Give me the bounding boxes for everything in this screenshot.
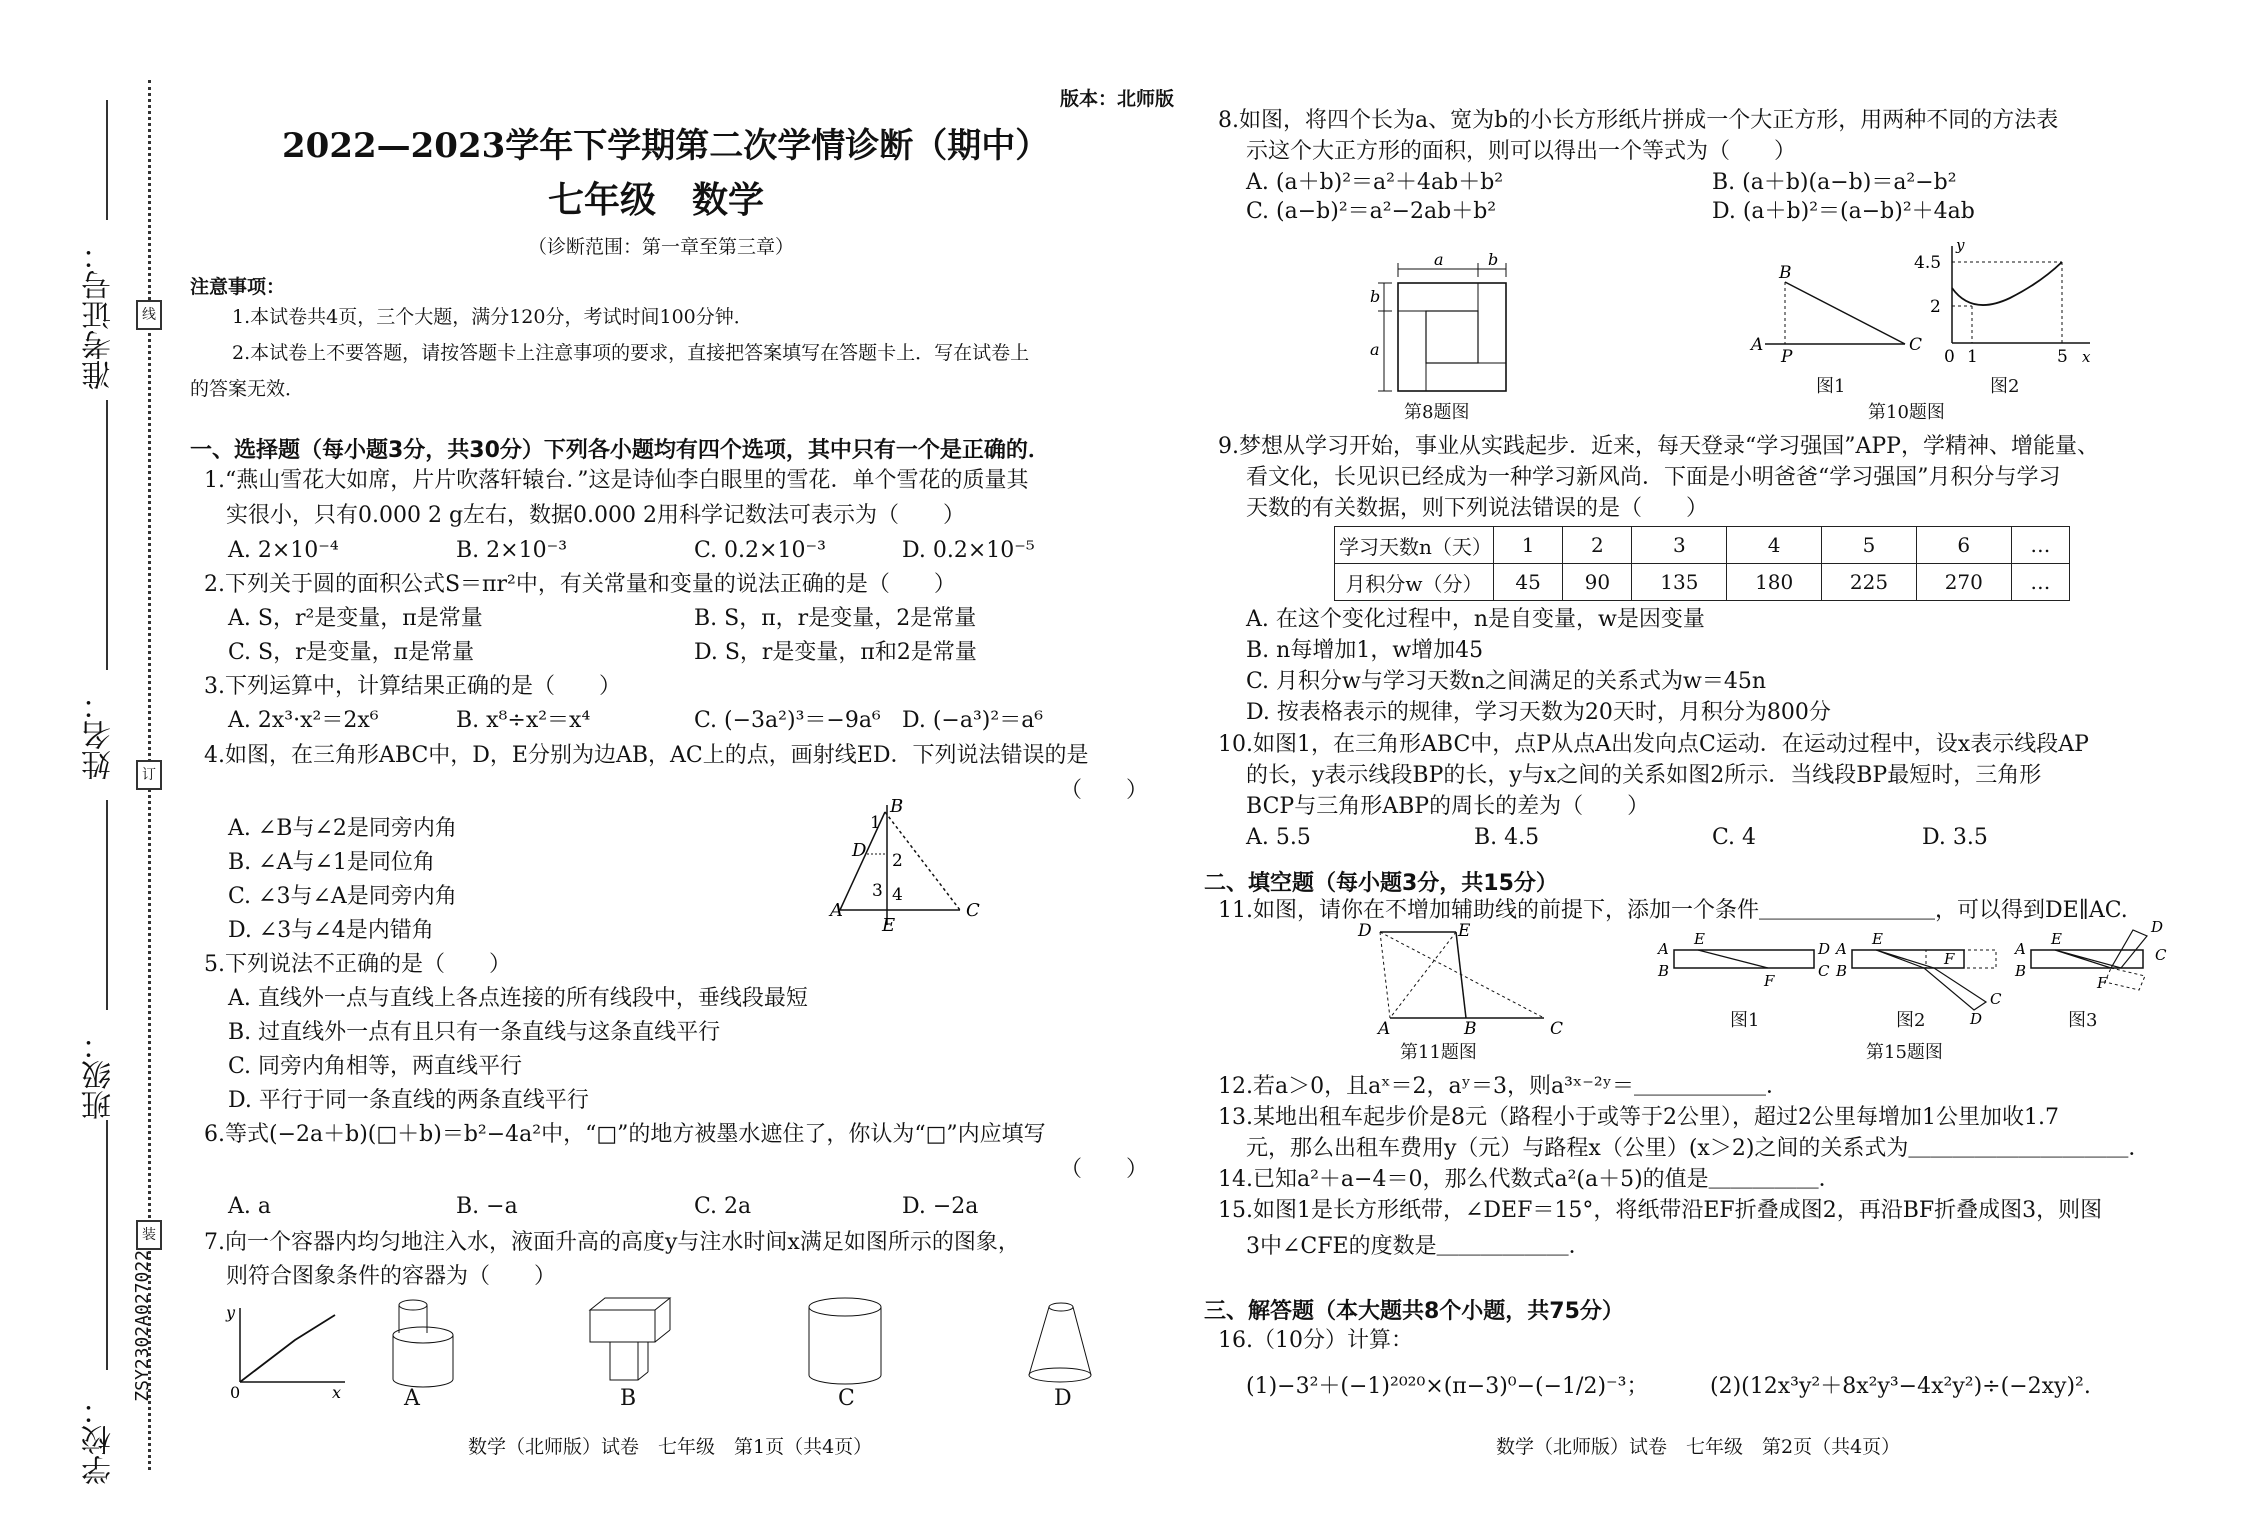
svg-text:D: D [852,840,867,861]
school-line [106,1120,108,1370]
svg-text:C: C [1550,1019,1564,1039]
svg-text:E: E [1872,930,1883,948]
q2-option-d: D. S，r是变量，π和2是常量 [694,640,977,665]
q10-option-d: D. 3.5 [1922,825,1988,850]
section-2-heading: 二、填空题（每小题3分，共15分） [1204,871,1558,896]
footer-right: 数学（北师版）试卷 七年级 第2页（共4页） [1496,1436,1901,1458]
svg-text:P: P [1781,347,1793,367]
svg-text:A: A [830,900,843,921]
row1-cell: 1 [1494,527,1563,564]
notes-title: 注意事项： [190,276,286,298]
row2-cell: 135 [1632,564,1727,601]
svg-text:a: a [1370,340,1380,359]
q10-option-b: B. 4.5 [1474,825,1540,850]
q7-container-c [800,1295,890,1390]
svg-text:E: E [1694,930,1705,948]
q7-label-a: A [404,1386,420,1411]
svg-text:A: A [1836,940,1847,958]
q7-label-b: B [620,1386,637,1411]
q15-stem-1: 15.如图1是长方形纸带，∠DEF＝15°，将纸带沿EF折叠成图2，再沿BF折叠成图3，则图 [1218,1198,2103,1223]
exam-number-line [106,100,108,220]
row2-cell: 90 [1563,564,1632,601]
q7-container-a [385,1295,465,1390]
seal-pack-mark: 装 [136,1220,162,1250]
exam-subtitle: 七年级 数学 [548,180,765,221]
svg-text:0: 0 [230,1383,241,1402]
q4-triangle-figure [830,796,980,936]
q10-option-a: A. 5.5 [1246,825,1311,850]
svg-text:B: B [1658,962,1670,980]
q5-option-c: C. 同旁内角相等，两直线平行 [228,1054,523,1079]
q10-ytick-2: 2 [1930,297,1941,317]
svg-text:A: A [1378,1019,1391,1039]
exam-title: 2022—2023学年下学期第二次学情诊断（期中） [282,126,1050,166]
q8-option-a: A. (a＋b)²＝a²＋4ab＋b² [1246,170,1504,195]
svg-text:D: D [1970,1010,1983,1028]
svg-text:F: F [2097,974,2108,992]
q7-label-c: C [838,1386,855,1411]
q10-option-c: C. 4 [1712,825,1757,850]
svg-text:F: F [1764,972,1775,990]
q10-figure-1 [1745,262,1925,367]
q6-stem: 6.等式(−2a＋b)(□＋b)＝b²−4a²中，“□”的地方被墨水遮住了，你认为“□”内应填写 [204,1122,1046,1147]
svg-text:B: B [1836,962,1848,980]
note-2: 2.本试卷上不要答题，请按答题卡上注意事项的要求，直接把答案填写在答题卡上．写在试卷上 [232,342,1030,364]
q8-option-c: C. (a−b)²＝a²−2ab＋b² [1246,199,1497,224]
q1-stem-1: 1.“燕山雪花大如席，片片吹落轩辕台．”这是诗仙李白眼里的雪花．单个雪花的质量其 [204,468,1029,493]
q3-stem: 3.下列运算中，计算结果正确的是（ ） [204,674,621,699]
row1-cell: … [2011,527,2069,564]
q3-option-a: A. 2x³·x²＝2x⁶ [228,708,379,733]
svg-text:E: E [882,915,896,936]
row2-cell: 225 [1822,564,1917,601]
row2-header: 月积分w（分） [1335,564,1494,601]
q7-graph [220,1300,350,1400]
q13-stem-1: 13.某地出租车起步价是8元（路程小于或等于2公里），超过2公里每增加1公里加收1.7 [1218,1105,2059,1130]
svg-text:y: y [226,1303,236,1322]
svg-text:A: A [2015,940,2026,958]
q4-paren: （ ） [1060,778,1149,803]
svg-text:2: 2 [892,851,903,871]
q10-xtick-0: 0 [1944,347,1955,367]
section-1-heading: 一、选择题（每小题3分，共30分）下列各小题均有四个选项，其中只有一个是正确的． [190,438,1050,463]
q13-stem-2: 元，那么出租车费用y（元）与路程x（公里）(x＞2)之间的关系式为＿＿＿＿＿＿＿＿＿＿． [1246,1136,2151,1161]
svg-text:b: b [1488,250,1499,269]
svg-text:3: 3 [872,881,883,901]
seal-line-mark: 线 [136,300,162,330]
svg-text:D: D [1818,940,1831,958]
q3-option-c: C. (−3a²)³＝−9a⁶ [694,708,881,733]
row1-cell: 2 [1563,527,1632,564]
svg-text:x: x [2082,348,2091,366]
svg-text:D: D [1358,921,1372,941]
q9-option-a: A. 在这个变化过程中，n是自变量，w是因变量 [1246,607,1705,632]
q16-part-1: (1)−3²＋(−1)²⁰²⁰×(π−3)⁰−(−1/2)⁻³； [1246,1374,1649,1399]
table-row [1335,564,2070,601]
svg-text:B: B [890,796,904,817]
q2-option-b: B. S，π，r是变量，2是常量 [694,606,977,631]
row1-cell: 5 [1822,527,1917,564]
row1-cell: 3 [1632,527,1727,564]
q2-option-a: A. S，r²是变量，π是常量 [228,606,483,631]
svg-text:C: C [1990,990,2002,1008]
svg-text:a: a [1434,250,1444,269]
q10-ytick-45: 4.5 [1914,253,1942,273]
row1-cell: 4 [1727,527,1822,564]
q10-fig1-label: 图1 [1816,376,1846,397]
footer-left: 数学（北师版）试卷 七年级 第1页（共4页） [468,1436,873,1458]
q10-stem-3: BCP与三角形ABP的周长的差为（ ） [1246,794,1650,819]
q9-option-c: C. 月积分w与学习天数n之间满足的关系式为w＝45n [1246,669,1767,694]
q9-option-b: B. n每增加1，w增加45 [1246,638,1484,663]
q3-option-b: B. x⁸÷x²＝x⁴ [456,708,591,733]
svg-text:C: C [1818,962,1830,980]
svg-text:B: B [1464,1019,1477,1039]
q8-stem-2: 示这个大正方形的面积，则可以得出一个等式为（ ） [1246,139,1797,164]
q3-option-d: D. (−a³)²＝a⁶ [902,708,1044,733]
q10-figure-caption: 第10题图 [1868,402,1945,423]
q6-option-b: B. −a [456,1194,518,1219]
q8-option-b: B. (a＋b)(a−b)＝a²−b² [1712,170,1957,195]
exam-number-label: 准考证号： [82,240,117,390]
svg-text:E: E [1458,921,1471,941]
q11-figure [1354,920,1574,1039]
q9-stem-3: 天数的有关数据，则下列说法错误的是（ ） [1246,496,1709,521]
row2-cell: … [2011,564,2069,601]
q10-xtick-5: 5 [2057,347,2068,367]
svg-text:4: 4 [892,885,903,905]
q2-option-c: C. S，r是变量，π是常量 [228,640,475,665]
row2-cell: 180 [1727,564,1822,601]
q1-option-c: C. 0.2×10⁻³ [694,538,826,563]
q8-stem-1: 8.如图，将四个长为a、宽为b的小长方形纸片拼成一个大正方形，用两种不同的方法表 [1218,108,2059,133]
q8-figure-caption: 第8题图 [1404,402,1470,423]
svg-text:y: y [1956,236,1965,254]
q4-stem: 4.如图，在三角形ABC中，D，E分别为边AB，AC上的点，画射线ED．下列说法错误的是 [204,743,1089,768]
row2-cell: 270 [1916,564,2011,601]
svg-text:A: A [1751,335,1764,355]
q9-stem-1: 9.梦想从学习开始，事业从实践起步．近来，每天登录“学习强国”APP，学精神、增能量、 [1218,434,2099,459]
q11-figure-caption: 第11题图 [1400,1042,1477,1063]
q6-paren: （ ） [1060,1157,1149,1182]
q10-xtick-1: 1 [1967,347,1978,367]
q15-figure-1 [1658,924,1831,994]
q1-stem-2: 实很小，只有0.000 2 g左右，数据0.000 2用科学记数法可表示为（ ） [226,503,966,528]
svg-text:B: B [1779,263,1792,283]
class-line [106,800,108,1010]
svg-text:A: A [1658,940,1669,958]
q9-stem-2: 看文化，长见识已经成为一种学习新风尚．下面是小明爸爸“学习强国”月积分与学习 [1246,465,2061,490]
q15-figure-caption: 第15题图 [1866,1042,1943,1063]
name-label: 姓名： [82,690,117,780]
paper-code: ZSY2302A027022 [132,1250,153,1402]
exam-scope: （诊断范围：第一章至第三章） [528,236,795,258]
q15-fig2-label: 图2 [1896,1010,1926,1031]
q15-fig3-label: 图3 [2068,1010,2098,1031]
q10-stem-2: 的长，y表示线段BP的长，y与x之间的关系如图2所示．当线段BP最短时，三角形 [1246,763,2042,788]
svg-text:C: C [1909,335,1923,355]
q5-stem: 5.下列说法不正确的是（ ） [204,952,511,977]
q6-option-c: C. 2a [694,1194,752,1219]
q5-option-d: D. 平行于同一条直线的两条直线平行 [228,1088,589,1113]
svg-text:b: b [1370,287,1381,306]
svg-text:E: E [2051,930,2062,948]
svg-text:D: D [2151,918,2164,936]
q1-option-d: D. 0.2×10⁻⁵ [902,538,1035,563]
q2-stem: 2.下列关于圆的面积公式S＝πr²中，有关常量和变量的说法正确的是（ ） [204,572,956,597]
q12-stem: 12.若a＞0，且aˣ＝2，aʸ＝3，则a³ˣ⁻²ʸ＝＿＿＿＿＿＿． [1218,1074,1788,1099]
q6-option-a: A. a [228,1194,271,1219]
q15-figure-3 [2015,914,2185,1014]
table-row [1335,527,2070,564]
q10-figure-2 [1910,238,2100,368]
q10-fig2-label: 图2 [1990,376,2020,397]
q4-option-c: C. ∠3与∠A是同旁内角 [228,884,457,909]
row1-header: 学习天数n（天） [1335,527,1494,564]
q15-fig1-label: 图1 [1730,1010,1760,1031]
q4-option-d: D. ∠3与∠4是内错角 [228,918,434,943]
svg-text:C: C [966,900,980,921]
name-line [106,400,108,670]
q7-container-b [585,1295,675,1390]
svg-text:1: 1 [870,813,881,833]
q4-option-a: A. ∠B与∠2是同旁内角 [228,816,457,841]
q7-container-d [1015,1295,1105,1390]
q16-part-2: (2)(12x³y²＋8x²y³−4x²y²)÷(−2xy)². [1710,1374,2091,1399]
q8-option-d: D. (a＋b)²＝(a−b)²＋4ab [1712,199,1975,224]
q7-label-d: D [1054,1386,1072,1411]
q1-option-b: B. 2×10⁻³ [456,538,568,563]
q5-option-a: A. 直线外一点与直线上各点连接的所有线段中，垂线段最短 [228,986,808,1011]
school-label: 学校： [82,1395,117,1485]
q11-stem: 11.如图，请你在不增加辅助线的前提下，添加一个条件＿＿＿＿＿＿＿＿，可以得到DE∥AC. [1218,898,2128,923]
q7-stem-2: 则符合图象条件的容器为（ ） [226,1264,557,1289]
q9-data-table [1334,526,2070,601]
row2-cell: 45 [1494,564,1563,601]
q6-option-d: D. −2a [902,1194,979,1219]
q1-option-a: A. 2×10⁻⁴ [228,538,339,563]
q9-option-d: D. 按表格表示的规律，学习天数为20天时，月积分为800分 [1246,700,1831,725]
svg-text:B: B [2015,962,2027,980]
note-1: 1.本试卷共4页，三个大题，满分120分，考试时间100分钟． [232,306,753,328]
version-label: 版本：北师版 [1060,88,1175,110]
class-label: 班级： [82,1030,117,1120]
q10-stem-1: 10.如图1，在三角形ABC中，点P从点A出发向点C运动．在运动过程中，设x表示线段AP [1218,732,2089,757]
seal-bind-mark: 订 [136,760,162,790]
q5-option-b: B. 过直线外一点有且只有一条直线与这条直线平行 [228,1020,721,1045]
q8-square-figure [1370,250,1540,395]
svg-text:C: C [2155,946,2167,964]
svg-text:x: x [332,1383,342,1402]
q7-stem-1: 7.向一个容器内均匀地注入水，液面升高的高度y与注水时间x满足如图所示的图象， [204,1230,1020,1255]
note-2-cont: 的答案无效． [190,378,305,400]
q14-stem: 14.已知a²＋a−4＝0，那么代数式a²(a＋5)的值是＿＿＿＿＿． [1218,1167,1841,1192]
q16-stem: 16.（10分）计算： [1218,1328,1413,1353]
row1-cell: 6 [1916,527,2011,564]
q4-option-b: B. ∠A与∠1是同位角 [228,850,435,875]
q15-stem-2: 3中∠CFE的度数是＿＿＿＿＿＿． [1246,1234,1591,1259]
svg-text:F: F [1944,950,1955,968]
section-3-heading: 三、解答题（本大题共8个小题，共75分） [1204,1299,1624,1324]
